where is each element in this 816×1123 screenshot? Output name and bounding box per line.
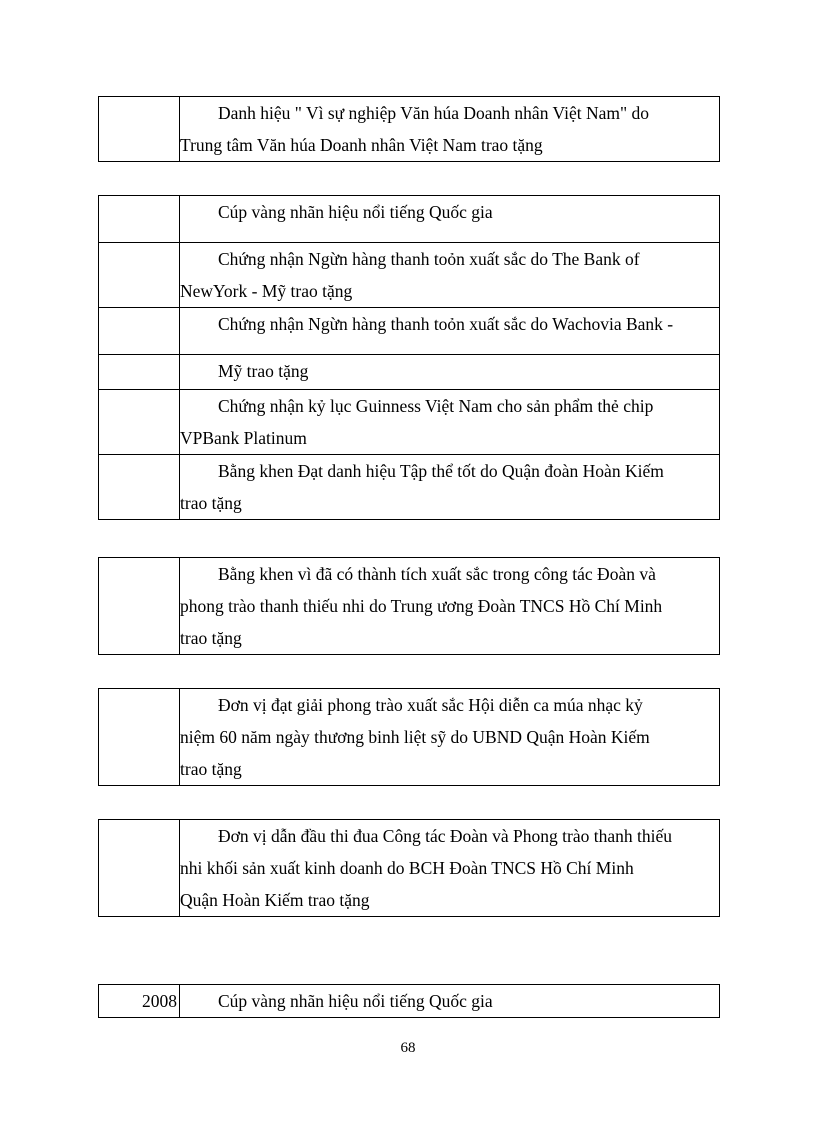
year-cell: 2008	[99, 985, 180, 1018]
year-cell	[99, 558, 180, 655]
award-table-3	[98, 557, 720, 655]
table-row	[99, 196, 720, 243]
award-line: Chứng nhận kỷ lục Guinness Việt Nam cho sản phẩm thẻ chip	[218, 396, 654, 416]
year-cell	[99, 390, 180, 455]
award-cell	[180, 558, 720, 655]
table-row	[99, 820, 720, 917]
award-line: trao tặng	[180, 759, 242, 779]
year-cell	[99, 455, 180, 520]
award-line: Cúp vàng nhãn hiệu nổi tiếng Quốc gia	[218, 202, 493, 222]
award-cell	[180, 355, 720, 390]
year-cell	[99, 355, 180, 390]
award-cell	[180, 196, 720, 243]
award-line: Đơn vị đạt giải phong trào xuất sắc Hội diễn ca múa nhạc kỷ	[218, 695, 643, 715]
award-cell	[180, 390, 720, 455]
award-line: Cúp vàng nhãn hiệu nổi tiếng Quốc gia	[218, 991, 493, 1011]
award-cell	[180, 243, 720, 308]
year-cell	[99, 308, 180, 355]
award-cell	[180, 308, 720, 355]
table-row	[99, 455, 720, 520]
award-line: VPBank Platinum	[180, 428, 307, 448]
table-row	[99, 243, 720, 308]
award-line: Bằng khen Đạt danh hiệu Tập thể tốt do Quận đoàn Hoàn Kiếm	[218, 461, 664, 481]
award-table-1	[98, 96, 720, 162]
table-row	[99, 97, 720, 162]
award-table-4	[98, 688, 720, 786]
year-cell	[99, 689, 180, 786]
award-cell	[180, 820, 720, 917]
page-number: 68	[400, 1040, 416, 1056]
award-line: phong trào thanh thiếu nhi do Trung ương Đoàn TNCS Hồ Chí Minh	[180, 596, 663, 616]
year-cell	[99, 196, 180, 243]
award-line: Trung tâm Văn húa Doanh nhân Việt Nam trao tặng	[180, 135, 543, 155]
year-cell	[99, 243, 180, 308]
table-row	[99, 689, 720, 786]
table-row	[99, 355, 720, 390]
year-cell	[99, 97, 180, 162]
year-cell	[99, 820, 180, 917]
award-line: Chứng nhận Ngừn hàng thanh toỏn xuất sắc do Wachovia Bank -	[218, 314, 674, 334]
award-cell	[180, 689, 720, 786]
award-line: niệm 60 năm ngày thương binh liệt sỹ do UBND Quận Hoàn Kiếm	[180, 727, 650, 747]
award-cell	[180, 985, 720, 1018]
award-table-6	[98, 984, 720, 1018]
award-line: Mỹ trao tặng	[218, 361, 309, 381]
award-cell	[180, 455, 720, 520]
table-row	[99, 558, 720, 655]
award-line: Quận Hoàn Kiếm trao tặng	[180, 890, 370, 910]
award-line: Danh hiệu " Vì sự nghiệp Văn húa Doanh nhân Việt Nam" do	[218, 103, 649, 123]
table-row	[99, 308, 720, 355]
award-line: Bằng khen vì đã có thành tích xuất sắc trong công tác Đoàn và	[218, 564, 656, 584]
award-table-5	[98, 819, 720, 917]
table-row	[99, 390, 720, 455]
award-line: nhi khối sản xuất kinh doanh do BCH Đoàn TNCS Hồ Chí Minh	[180, 858, 634, 878]
award-line: NewYork - Mỹ trao tặng	[180, 281, 353, 301]
award-line: Đơn vị dẫn đầu thi đua Công tác Đoàn và Phong trào thanh thiếu	[218, 826, 672, 846]
award-line: Chứng nhận Ngừn hàng thanh toỏn xuất sắc do The Bank of	[218, 249, 640, 269]
award-cell	[180, 97, 720, 162]
table-row	[99, 985, 720, 1018]
award-table-2	[98, 195, 720, 520]
award-line: trao tặng	[180, 493, 242, 513]
award-line: trao tặng	[180, 628, 242, 648]
